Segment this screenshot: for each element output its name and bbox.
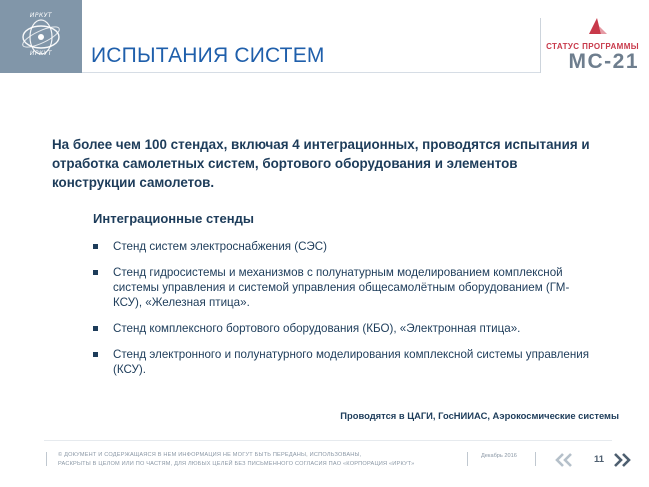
- test-locations-note: Проводятся в ЦАГИ, ГосНИИАС, Аэрокосмические системы: [340, 410, 619, 421]
- next-page-icon[interactable]: [611, 452, 637, 468]
- footer-legal-notice: [58, 451, 414, 469]
- prev-page-icon[interactable]: [553, 452, 579, 468]
- header-vertical-divider: [540, 18, 541, 73]
- footer-date: Декабрь 2016: [481, 453, 517, 459]
- list-item-text: Стенд гидросистемы и механизмов с полунатурным моделированием комплексной системы управления и системой управления общесамолётным оборудованием (ГМ-КСУ), «Железная птица».: [113, 266, 570, 309]
- page-title: ИСПЫТАНИЯ СИСТЕМ: [91, 44, 325, 67]
- program-status-label: СТАТУС ПРОГРАММЫ: [546, 42, 639, 51]
- footer-tick: [46, 452, 47, 466]
- bullet-icon: [93, 244, 98, 249]
- bullet-icon: [93, 326, 98, 331]
- program-mark-icon: [589, 18, 607, 34]
- footer-legal-line: РАСКРЫТЫ В ЦЕЛОМ ИЛИ ПО ЧАСТЯМ, ДЛЯ ЛЮБЫХ ЦЕЛЕЙ БЕЗ ПИСЬМЕННОГО СОГЛАСИЯ ПАО «КОРПОРАЦИЯ «ИРКУТ»: [58, 461, 415, 467]
- page-number: 11: [593, 454, 605, 465]
- logo-text-top: ИРКУТ: [29, 12, 53, 19]
- footer-tick: [535, 452, 536, 466]
- bullet-icon: [93, 352, 98, 357]
- lead-paragraph: На более чем 100 стендах, включая 4 интеграционных, проводятся испытания и отработка самолетных систем, бортового оборудования и элементов конструкции самолетов.: [52, 137, 590, 190]
- stands-list: [93, 239, 593, 377]
- list-item: [93, 321, 593, 336]
- section-heading: Интеграционные стенды: [93, 211, 254, 226]
- program-name: МС-21: [568, 50, 639, 73]
- logo-text-bottom: ИРКУТ: [29, 50, 53, 57]
- title-divider: [82, 72, 540, 73]
- footer-tick: [467, 452, 468, 466]
- globe-logo-icon: [0, 0, 82, 73]
- footer-divider: [44, 440, 612, 441]
- list-item-text: Стенд электронного и полунатурного моделирования комплексной системы управления (КСУ).: [113, 348, 590, 376]
- list-item-text: Стенд систем электроснабжения (СЭС): [113, 240, 327, 253]
- list-item-text: Стенд комплексного бортового оборудования (КБО), «Электронная птица».: [113, 322, 521, 335]
- irkut-logo: [0, 0, 82, 73]
- list-item: [93, 239, 593, 254]
- bullet-icon: [93, 270, 98, 275]
- footer-legal-line: © ДОКУМЕНТ И СОДЕРЖАЩАЯСЯ В НЕМ ИНФОРМАЦИЯ НЕ МОГУТ БЫТЬ ПЕРЕДАНЫ, ИСПОЛЬЗОВАНЫ,: [58, 452, 362, 458]
- list-item: [93, 265, 593, 310]
- list-item: [93, 347, 593, 377]
